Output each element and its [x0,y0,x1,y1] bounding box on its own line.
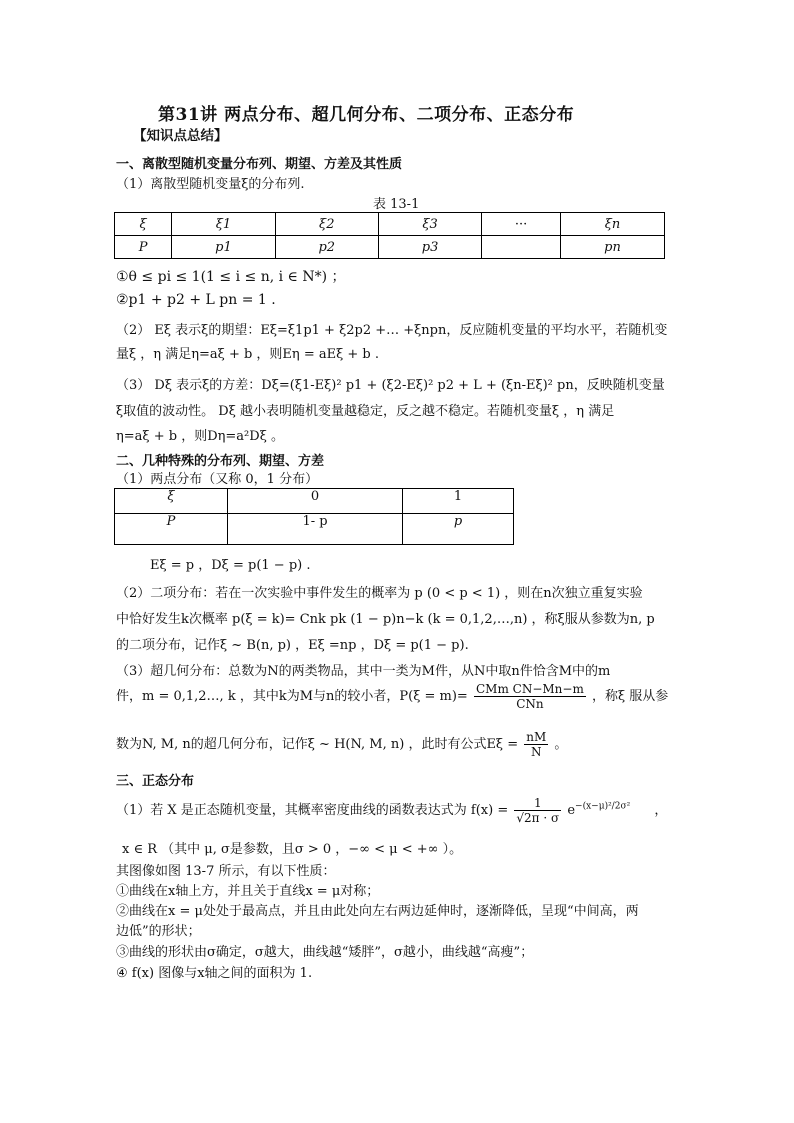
hypergeometric-line-b [116,682,668,711]
fraction-denominator: N [531,745,542,759]
hyper-b-right: ，称ξ 服从参 [591,689,669,704]
binomial-line-b: 中恰好发生k次概率 p(ξ = k)= Cnk pk (1 − p)n−k (k = 0,1,2,…,n) ，称ξ服从参数为n, p [116,612,655,627]
binomial-line-a: （2）二项分布：若在一次实验中事件发生的概率为 p (0 < p < 1) ，则在n次独立重复实验 [116,586,643,601]
fraction-numerator: nM [526,730,547,744]
expectation-fraction [524,730,548,759]
table-cell: ··· [482,213,561,236]
normal-prop3: ③曲线的形状由σ确定，σ越大，曲线越“矮胖”，σ越小，曲线越“高瘦”； [116,945,534,960]
table-cell: 1 [403,489,514,514]
table-cell: ξ2 [275,213,378,236]
table-row [115,236,665,259]
fraction-denominator: √2π · σ [516,811,560,825]
hypergeometric-line-c [116,730,567,759]
table-row [115,213,665,236]
two-point-table [114,488,514,545]
table-cell: 1- p [228,514,403,545]
normal-prop1: ①曲线在x轴上方，并且关于直线x = μ对称； [116,884,380,899]
section1-item3-b: ξ取值的波动性。 Dξ 越小表明随机变量越稳定，反之越不稳定。若随机变量ξ ，η 满足 [116,404,615,419]
page-title: 第31讲 两点分布、超几何分布、二项分布、正态分布 [158,105,575,125]
section1-item3-c: η=aξ + b ，则Dη=a²Dξ 。 [116,429,284,444]
table-row [115,514,514,545]
table-cell: P [115,236,172,259]
table-cell [482,236,561,259]
hyper-c-left: 数为N, M, n的超几何分布，记作ξ ~ H(N, M, n) ，此时有公式Eξ = [116,737,519,752]
table-cell: p1 [172,236,275,259]
binomial-line-c: 的二项分布，记作ξ ~ B(n, p) ，Eξ =np ，Dξ = p(1 − p). [116,638,469,653]
table-cell: p3 [378,236,481,259]
table-cell: ξ [115,213,172,236]
fraction-numerator: CMm CN−Mn−m [475,682,584,696]
table-cell: p [403,514,514,545]
normal-prop4: ④ f(x) 图像与x轴之间的面积为 1. [116,966,313,981]
section2-item1: （1）两点分布（又称 0，1 分布） [116,472,319,487]
section2-heading: 二、几种特殊的分布列、期望、方差 [116,454,325,469]
table-cell: ξ1 [172,213,275,236]
section1-prop1: ①θ ≤ pi ≤ 1(1 ≤ i ≤ n, i ∈ N*) ； [116,269,346,285]
hyper-c-right: 。 [554,737,568,752]
normal-fraction [514,796,561,825]
two-point-formula: Eξ = p ，Dξ = p(1 − p) . [150,558,311,573]
exp-power: −(x−μ)²/2σ² [575,801,631,812]
section1-heading: 一、离散型随机变量分布列、期望、方差及其性质 [116,157,403,172]
exp-base: e [567,803,576,818]
fraction-numerator: 1 [514,796,561,811]
table1-caption: 表 13-1 [373,197,420,212]
section1-item2-a: （2） Eξ 表示ξ的期望：Eξ=ξ1p1 + ξ2p2 +… +ξnpn，反应随机变量的平均水平，若随机变 [116,323,668,338]
hypergeometric-fraction [474,682,586,711]
hypergeometric-line-a: （3）超几何分布：总数为N的两类物品，其中一类为M件，从N中取n件恰含M中的m [116,664,611,679]
normal-density-line [116,796,667,825]
normal-right: ， [654,803,668,818]
knowledge-heading: 【知识点总结】 [133,128,228,144]
distribution-table [114,212,665,259]
normal-prop2-a: ②曲线在x = μ处处于最高点，并且由此处向左右两边延伸时，逐渐降低，呈现“中间高，两 [116,904,639,919]
section1-prop2: ②p1 + p2 + L pn = 1 . [116,292,276,308]
normal-params: x ∈ R （其中 μ, σ是参数，且σ > 0 ，−∞ < μ < +∞ ）。 [122,842,463,857]
normal-prop2-b: 边低”的形状； [116,924,201,939]
normal-intro: 其图像如图 13-7 所示，有以下性质： [116,864,336,879]
section1-item3-a: （3） Dξ 表示ξ的方差：Dξ=(ξ1-Eξ)² p1 + (ξ2-Eξ)² p2 + L + (ξn-Eξ)² pn，反映随机变量 [116,378,665,393]
normal-left: （1）若 X 是正态随机变量，其概率密度曲线的函数表达式为 f(x) = [116,803,509,818]
table-cell: p2 [275,236,378,259]
table-cell: P [115,514,228,545]
section1-item2-b: 量ξ ，η 满足η=aξ + b ，则Eη = aEξ + b . [116,347,379,362]
section3-heading: 三、正态分布 [116,774,195,789]
table-row [115,489,514,514]
table-cell: ξ [115,489,228,514]
table-cell: 0 [228,489,403,514]
table-cell: pn [560,236,664,259]
table-cell: ξn [560,213,664,236]
fraction-denominator: CNn [516,697,544,711]
hyper-b-left: 件，m = 0,1,2…, k ，其中k为M与n的较小者，P(ξ = m)= [116,689,468,704]
section1-item1: （1）离散型随机变量ξ的分布列. [116,177,305,192]
table-cell: ξ3 [378,213,481,236]
